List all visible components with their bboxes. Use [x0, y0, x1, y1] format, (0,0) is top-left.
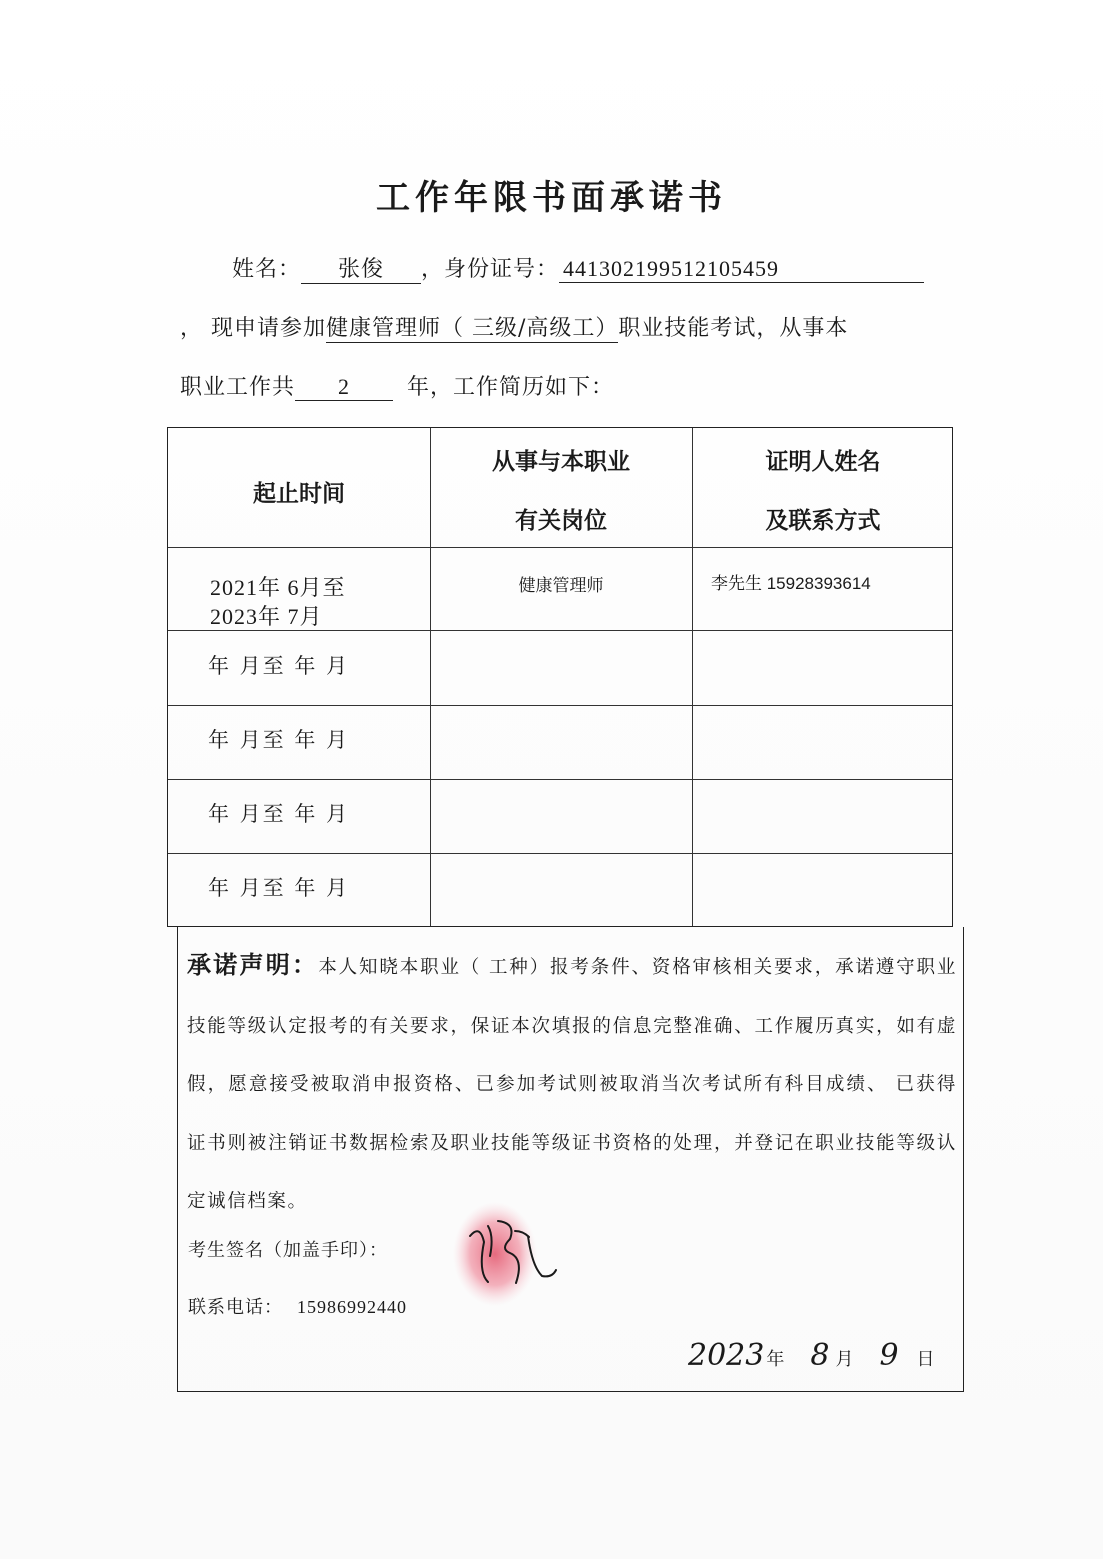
name-id-line: [232, 252, 924, 284]
phone-label: 联系电话：: [188, 1297, 283, 1318]
row3-period: 年 月至 年 月: [208, 728, 350, 752]
table-row-divider: [168, 547, 952, 548]
occupation-value: 健康管理师（ 三级/高级工）: [326, 311, 618, 343]
declaration-text: 本人知晓本职业（ 工种）报考条件、资格审核相关要求，承诺遵守职业技能等级认定报考的有关要求，保证本次填报的信息完整准确、工作履历真实，如有虚假，愿意接受被取消申报资格、已参加考试则被取消当次考试所有科目成绩、 已获得证书则被注销证书数据检索及职业技能等级证书资格的处理，并登记在职业技能等级认定诚信档案。: [187, 957, 957, 1212]
table-row-divider: [168, 853, 952, 854]
row1-period-line1: 2021年 6月至: [210, 575, 346, 600]
years-prefix: 职业工作共: [180, 375, 296, 400]
phone-value: 15986992440: [297, 1297, 407, 1317]
table-row-divider: [168, 779, 952, 780]
header-position-line1: 从事与本职业: [492, 449, 630, 475]
apply-line: [180, 311, 848, 343]
years-line: [180, 370, 614, 401]
row1-witness: 李先生 15928393614: [711, 574, 871, 593]
table-row-divider: [168, 705, 952, 706]
declaration-label: 承诺声明：: [187, 951, 319, 979]
header-position-line2: 有关岗位: [515, 508, 607, 534]
date-year: 2023: [688, 1338, 765, 1373]
fingerprint-signature: [440, 1196, 590, 1316]
id-value: [559, 256, 924, 283]
declaration-text-block: [187, 936, 957, 1232]
id-label: ，身份证号：: [421, 257, 560, 282]
date-month: 8: [810, 1338, 830, 1373]
date-day-unit: 日: [916, 1349, 935, 1370]
years-value: 2: [295, 374, 393, 401]
row4-period: 年 月至 年 月: [208, 802, 350, 826]
header-witness-line2: 及联系方式: [765, 508, 881, 534]
name-label: 姓名：: [232, 257, 302, 282]
apply-prefix: ， 现申请参加: [180, 316, 326, 341]
header-witness-line1: 证明人姓名: [765, 449, 881, 475]
phone-line: [188, 1293, 407, 1319]
date-day: 9: [879, 1338, 899, 1373]
signature-label: 考生签名（加盖手印）：: [188, 1240, 388, 1261]
date-year-unit: 年: [766, 1349, 785, 1370]
page-title: 工作年限书面承诺书: [376, 178, 727, 218]
years-suffix: 年，工作简历如下：: [407, 375, 615, 400]
date-month-unit: 月: [835, 1349, 854, 1370]
name-value: 张俊: [301, 252, 421, 284]
date-line: [688, 1338, 935, 1373]
id-number: 441302199512105459: [563, 256, 780, 281]
header-period: 起止时间: [253, 481, 345, 507]
row5-period: 年 月至 年 月: [208, 876, 350, 900]
apply-suffix: 职业技能考试，从事本: [618, 316, 849, 341]
row1-period-line2: 2023年 7月: [210, 604, 323, 629]
work-history-table: [167, 427, 953, 927]
fingerprint-icon: [453, 1202, 537, 1306]
row2-period: 年 月至 年 月: [208, 654, 350, 678]
row1-position: 健康管理师: [518, 576, 604, 595]
